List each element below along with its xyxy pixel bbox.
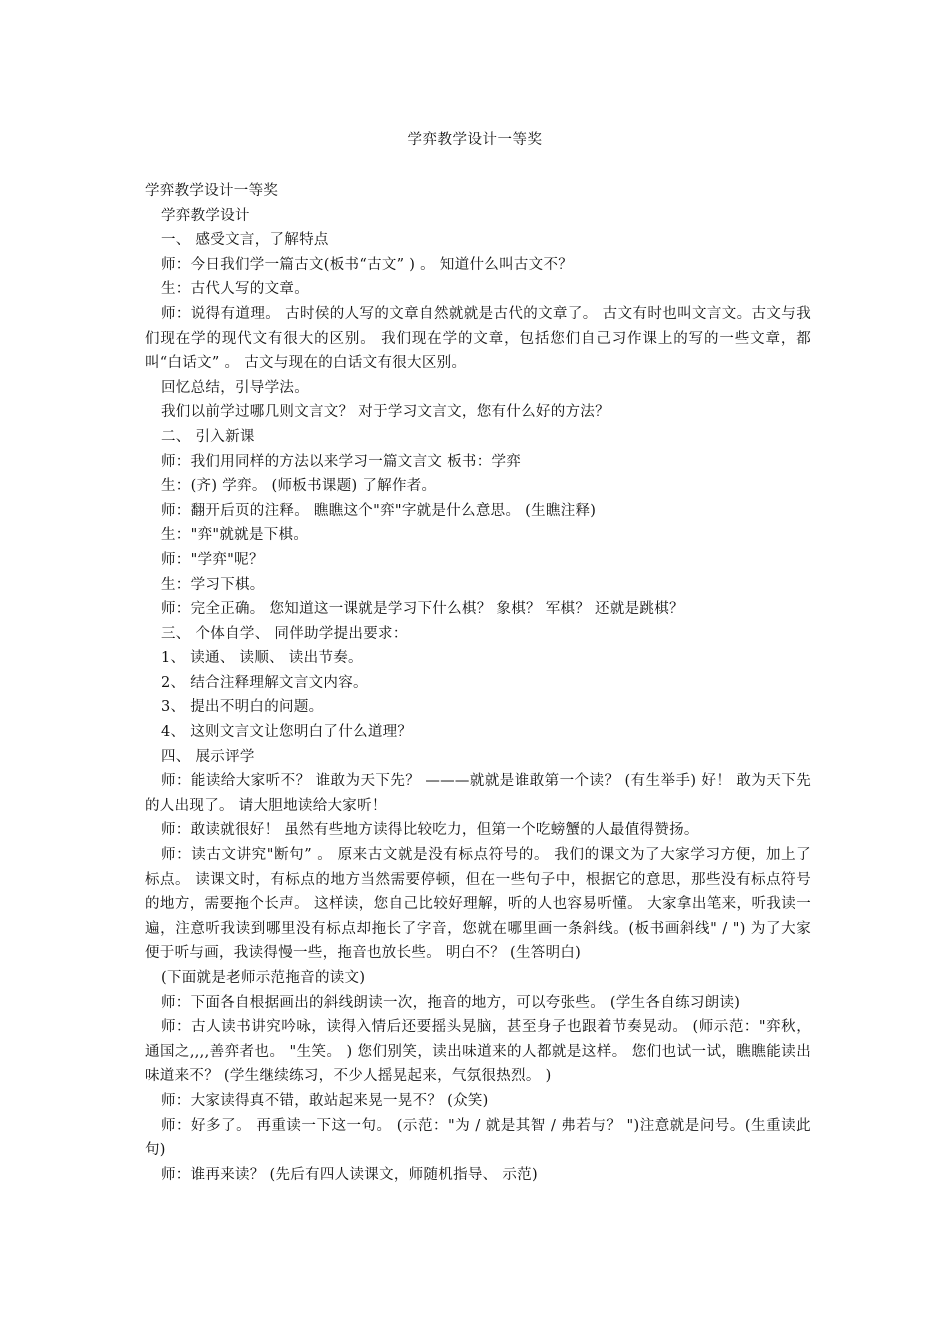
- paragraph: 师：今日我们学一篇古文(板书“古文” ) 。 知道什么叫古文不？: [161, 256, 574, 273]
- list-item: 2、 结合注释理解文言文内容。: [161, 674, 368, 691]
- section-heading: 一、 感受文言，了解特点: [161, 232, 329, 249]
- paragraph: 师：下面各自根据画出的斜线朗读一次，拖音的地方，可以夸张些。 (学生各自练习朗读): [161, 994, 741, 1011]
- paragraph: 生：学习下棋。: [161, 576, 265, 593]
- paragraph: 师：我们用同样的方法以来学习一篇文言文 板书：学弈: [161, 453, 522, 470]
- paragraph: 师：谁再来读？ (先后有四人读课文，师随机指导、 示范): [161, 1166, 538, 1183]
- paragraph: 师："学弈"呢？: [161, 551, 264, 568]
- paragraph: 师：好多了。 再重读一下这一句。 (示范："为 / 就是其智 / 弗若与？ ")注意就是问号。(生重读此句): [145, 1117, 811, 1159]
- list-item: 1、 读通、 读顺、 读出节奏。: [161, 650, 363, 667]
- paragraph: 我们以前学过哪几则文言文？ 对于学习文言文，您有什么好的方法？: [161, 404, 610, 421]
- paragraph: 回忆总结，引导学法。: [161, 379, 309, 396]
- paragraph: 师：大家读得真不错，敢站起来晃一晃不？ (众笑): [161, 1092, 489, 1109]
- paragraph: 师：读古文讲究"断句” 。 原来古文就是没有标点符号的。 我们的课文为了大家学习方便，加上了标点。 读课文时，有标点的地方当然需要停顿，但在一些句子中，根据它的意思，那些没有标点符号的地方，需要拖个长声。 这样读，您自己比较好理解，听的人也容易听懂。 大家拿出笔来，听我读一遍，注意听我读到哪里没有标点却拖长了字音，您就在哪里画一条斜线。(板书画斜线" / ") 为了大家便于听与画，我读得慢一些，拖音也放长些。 明白不？ (生答明白): [145, 847, 811, 962]
- paragraph: 学弈教学设计一等奖: [145, 183, 279, 199]
- section-heading: 四、 展示评学: [161, 748, 255, 765]
- paragraph: 生：古代人写的文章。: [161, 281, 309, 298]
- paragraph: 师：能读给大家听不？ 谁敢为天下先？ ———就就是谁敢第一个读？ (有生举手) 好！ 敢为天下先的人出现了。 请大胆地读给大家听！: [145, 773, 811, 814]
- paragraph: 师：古人读书讲究吟咏，读得入情后还要摇头晃脑，甚至身子也跟着节奏晃动。 (师示范："弈秋，通国之,,,,善弈者也。 "生笑。 ) 您们别笑，读出味道来的人都就是这样。 您们也试一试，瞧瞧能读出味道来不？ (学生继续练习，不少人摇晃起来，气氛很热烈。 ): [145, 1019, 811, 1085]
- document-body: [145, 179, 811, 1187]
- document-title: 学弈教学设计一等奖: [407, 132, 543, 148]
- list-item: 3、 提出不明白的问题。: [161, 699, 324, 716]
- paragraph: 生："弈"就就是下棋。: [161, 527, 309, 544]
- paragraph: 师：说得有道理。 古时侯的人写的文章自然就就是古代的文章了。 古文有时也叫文言文。古文与我们现在学的现代文有很大的区别。 我们现在学的文章，包括您们自己习作课上的写的一些文章，都叫“白话文” 。 古文与现在的白话文有很大区别。: [145, 305, 811, 372]
- section-heading: 二、 引入新课: [161, 428, 255, 445]
- paragraph: 师：敢读就很好！ 虽然有些地方读得比较吃力，但第一个吃螃蟹的人最值得赞扬。: [161, 822, 699, 839]
- paragraph: 学弈教学设计: [161, 207, 250, 224]
- paragraph: (下面就是老师示范拖音的读文): [161, 970, 366, 986]
- section-heading: 三、 个体自学、 同伴助学提出要求：: [161, 625, 408, 642]
- list-item: 4、 这则文言文让您明白了什么道理？: [161, 724, 413, 741]
- paragraph: 生：(齐) 学弈。 (师板书课题) 了解作者。: [161, 478, 437, 495]
- paragraph: 师：翻开后页的注释。 瞧瞧这个"弈"字就是什么意思。 (生瞧注释): [161, 502, 597, 519]
- paragraph: 师：完全正确。 您知道这一课就是学习下什么棋？ 象棋？ 军棋？ 还就是跳棋？: [161, 601, 684, 618]
